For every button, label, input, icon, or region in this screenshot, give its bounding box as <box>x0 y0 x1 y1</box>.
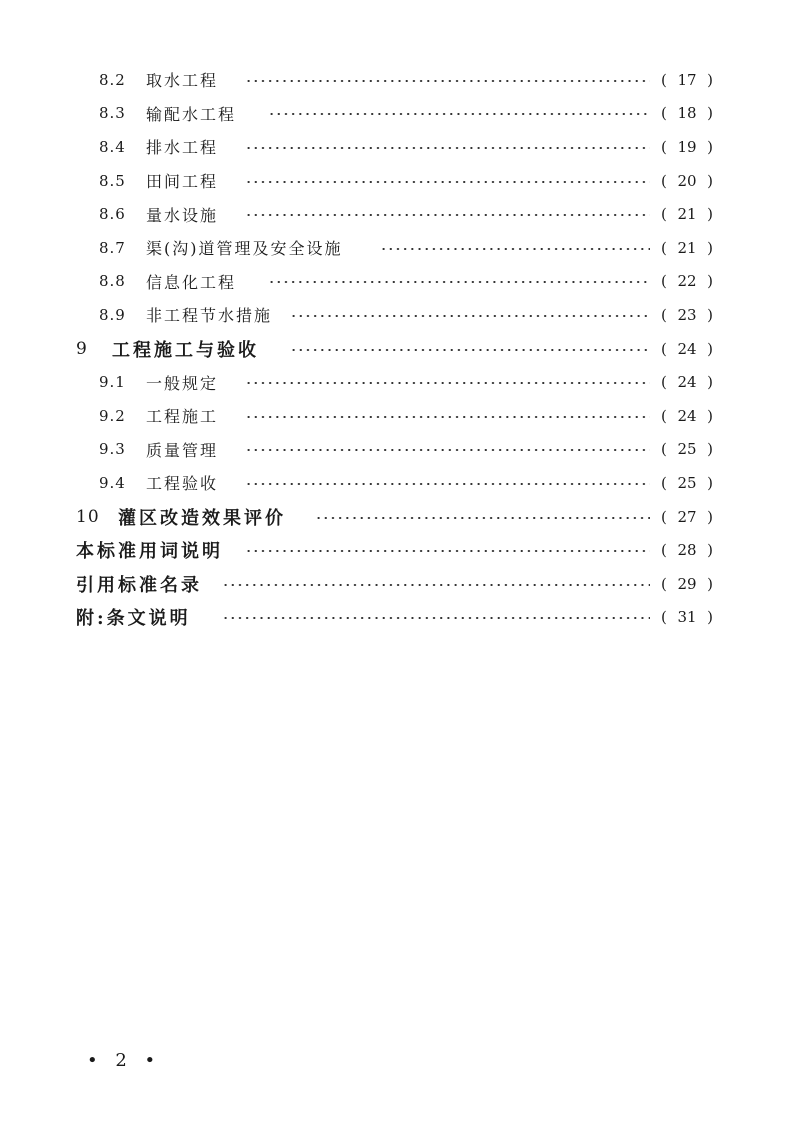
page-number: 24 <box>677 406 697 425</box>
toc-chapter-entry <box>0 332 790 366</box>
paren-close: ) <box>707 238 713 257</box>
table-of-contents <box>0 63 790 634</box>
section-title: 取水工程 <box>146 71 219 91</box>
dot-leader <box>315 517 650 519</box>
paren-close: ) <box>707 104 713 123</box>
page-ref <box>661 272 713 290</box>
dot-leader <box>245 382 650 384</box>
section-number: 8.4 <box>99 137 126 156</box>
dot-leader <box>222 617 650 619</box>
page-ref <box>661 440 713 458</box>
section-title: 排水工程 <box>146 138 219 158</box>
paren-close: ) <box>707 541 713 560</box>
toc-appendix-entry <box>0 533 790 567</box>
page-number: 25 <box>677 440 697 459</box>
chapter-number: 9 <box>76 338 88 359</box>
page-ref <box>661 172 713 190</box>
section-number: 8.7 <box>99 238 126 257</box>
section-title: 量水设施 <box>146 205 219 225</box>
page-ref <box>661 306 713 324</box>
entry-title: 引用标准名录 <box>76 574 202 596</box>
section-number: 8.5 <box>99 171 126 190</box>
page-number: 20 <box>677 171 697 190</box>
paren-open: ( <box>661 608 667 627</box>
paren-open: ( <box>661 541 667 560</box>
section-title: 工程验收 <box>146 474 219 494</box>
paren-open: ( <box>661 305 667 324</box>
page-number: 24 <box>677 339 697 358</box>
paren-open: ( <box>661 238 667 257</box>
paren-open: ( <box>661 406 667 425</box>
toc-chapter-entry <box>0 500 790 534</box>
paren-open: ( <box>661 70 667 89</box>
dot-leader <box>245 214 650 216</box>
page-number: 28 <box>677 541 697 560</box>
paren-close: ) <box>707 339 713 358</box>
page-number: 31 <box>677 608 697 627</box>
section-title: 非工程节水措施 <box>146 306 273 326</box>
dot-leader <box>245 80 650 82</box>
page-number-footer: • 2 • <box>87 1050 162 1071</box>
toc-entry <box>0 399 790 433</box>
toc-entry <box>0 231 790 265</box>
page-ref <box>661 340 713 358</box>
page-number: 18 <box>677 104 697 123</box>
toc-entry <box>0 433 790 467</box>
dot-leader <box>245 483 650 485</box>
page-ref <box>661 474 713 492</box>
dot-leader <box>245 147 650 149</box>
paren-open: ( <box>661 339 667 358</box>
paren-close: ) <box>707 507 713 526</box>
chapter-title: 灌区改造效果评价 <box>118 507 286 529</box>
paren-close: ) <box>707 137 713 156</box>
dot-leader <box>268 113 650 115</box>
paren-open: ( <box>661 473 667 492</box>
page-ref <box>661 71 713 89</box>
page-ref <box>661 205 713 223</box>
paren-close: ) <box>707 373 713 392</box>
paren-open: ( <box>661 574 667 593</box>
page-ref <box>661 138 713 156</box>
dot-leader <box>268 281 650 283</box>
page-ref <box>661 373 713 391</box>
toc-appendix-entry <box>0 567 790 601</box>
page-number: 22 <box>677 272 697 291</box>
section-title: 田间工程 <box>146 172 219 192</box>
paren-open: ( <box>661 440 667 459</box>
page-number: 19 <box>677 137 697 156</box>
page-number: 23 <box>677 305 697 324</box>
page-number: 21 <box>677 205 697 224</box>
page-ref <box>661 407 713 425</box>
page-ref <box>661 541 713 559</box>
page-number: 29 <box>677 574 697 593</box>
toc-appendix-entry <box>0 601 790 635</box>
section-number: 8.3 <box>99 104 126 123</box>
page-ref <box>661 239 713 257</box>
page-number: 17 <box>677 70 697 89</box>
paren-open: ( <box>661 507 667 526</box>
toc-entry <box>0 197 790 231</box>
paren-close: ) <box>707 171 713 190</box>
section-number: 8.6 <box>99 205 126 224</box>
section-number: 9.3 <box>99 440 126 459</box>
page-number: 25 <box>677 473 697 492</box>
dot-leader <box>290 349 650 351</box>
page-ref <box>661 608 713 626</box>
page-number: 21 <box>677 238 697 257</box>
paren-open: ( <box>661 205 667 224</box>
toc-entry <box>0 130 790 164</box>
dot-leader <box>222 584 650 586</box>
chapter-number: 10 <box>76 506 100 527</box>
section-title: 一般规定 <box>146 373 219 393</box>
paren-close: ) <box>707 70 713 89</box>
paren-close: ) <box>707 406 713 425</box>
paren-close: ) <box>707 205 713 224</box>
page-ref <box>661 575 713 593</box>
toc-entry <box>0 63 790 97</box>
paren-close: ) <box>707 574 713 593</box>
section-number: 9.1 <box>99 373 126 392</box>
paren-close: ) <box>707 440 713 459</box>
toc-entry <box>0 298 790 332</box>
dot-leader <box>245 416 650 418</box>
page-number: 27 <box>677 507 697 526</box>
dot-leader <box>245 181 650 183</box>
section-title: 输配水工程 <box>146 104 237 124</box>
paren-close: ) <box>707 305 713 324</box>
entry-title: 本标准用词说明 <box>76 541 223 563</box>
paren-close: ) <box>707 272 713 291</box>
toc-entry <box>0 265 790 299</box>
paren-open: ( <box>661 137 667 156</box>
page-number: 24 <box>677 373 697 392</box>
paren-close: ) <box>707 608 713 627</box>
paren-open: ( <box>661 373 667 392</box>
section-number: 8.8 <box>99 272 126 291</box>
section-title: 信息化工程 <box>146 272 237 292</box>
chapter-title: 工程施工与验收 <box>112 339 259 361</box>
toc-entry <box>0 365 790 399</box>
dot-leader <box>245 449 650 451</box>
dot-leader <box>290 315 650 317</box>
entry-title: 附:条文说明 <box>76 608 191 630</box>
section-number: 8.2 <box>99 70 126 89</box>
dot-leader <box>380 248 650 250</box>
section-title: 质量管理 <box>146 440 219 460</box>
paren-open: ( <box>661 104 667 123</box>
page-ref <box>661 508 713 526</box>
dot-leader <box>245 550 650 552</box>
page-ref <box>661 104 713 122</box>
paren-close: ) <box>707 473 713 492</box>
paren-open: ( <box>661 171 667 190</box>
paren-open: ( <box>661 272 667 291</box>
toc-entry <box>0 466 790 500</box>
section-number: 9.2 <box>99 406 126 425</box>
section-number: 8.9 <box>99 305 126 324</box>
toc-entry <box>0 164 790 198</box>
section-number: 9.4 <box>99 473 126 492</box>
section-title: 工程施工 <box>146 407 219 427</box>
toc-entry <box>0 97 790 131</box>
section-title: 渠(沟)道管理及安全设施 <box>146 239 343 259</box>
